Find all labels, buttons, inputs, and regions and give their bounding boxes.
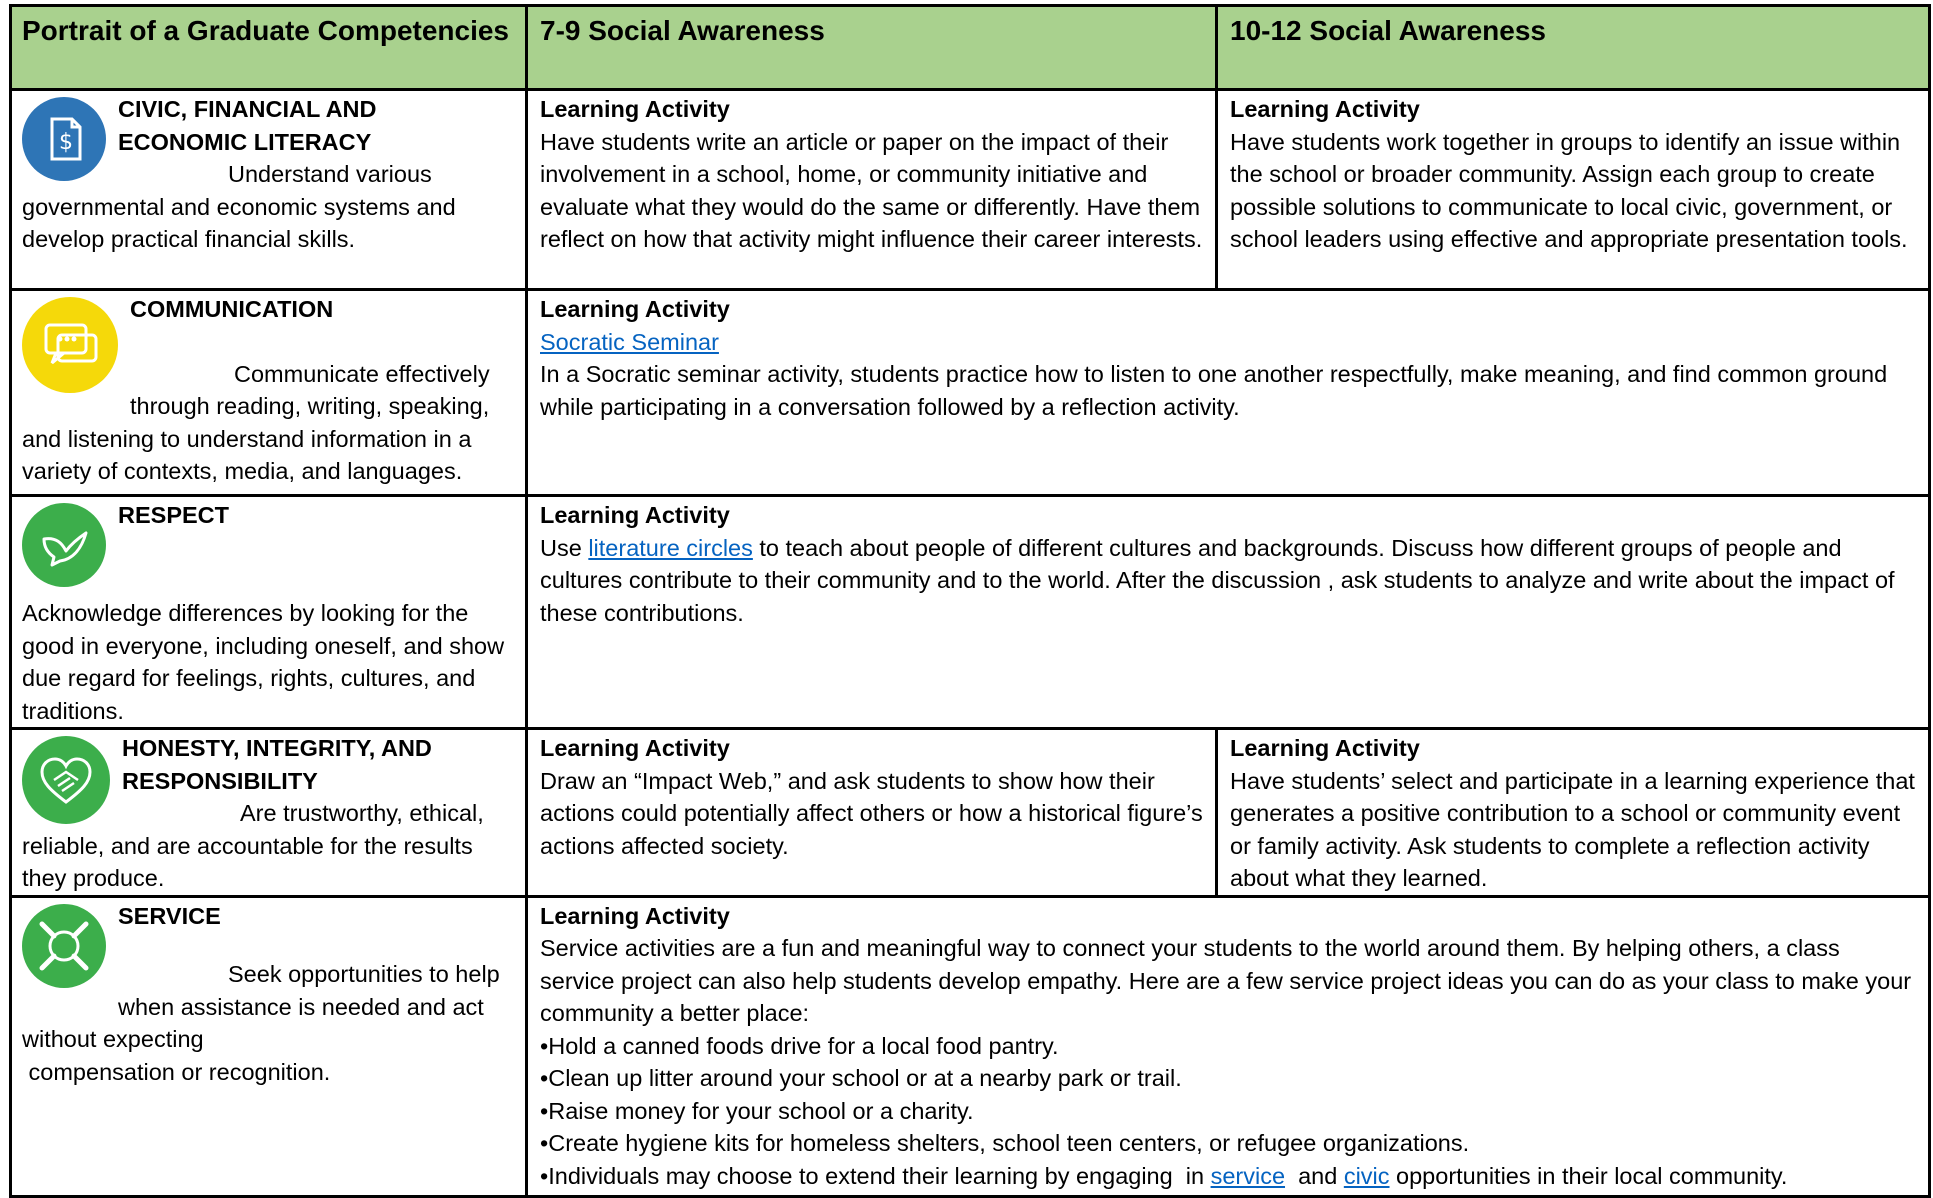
activity-label: Learning Activity <box>540 902 730 929</box>
civic-title-2: ECONOMIC LITERACY <box>118 128 372 155</box>
activity-label: Learning Activity <box>540 96 730 122</box>
competency-honesty <box>11 729 527 897</box>
dove-icon <box>22 503 106 587</box>
activity-label: Learning Activity <box>1230 735 1420 761</box>
dollar-document-icon <box>22 97 106 181</box>
competency-service <box>11 896 527 1196</box>
activity-label: Learning Activity <box>540 735 730 761</box>
service-bullet-last: •Individuals may choose to extend their learning by engaging in service and civic opportunities in their local community. <box>540 1162 1788 1189</box>
chat-bubbles-icon <box>22 297 118 393</box>
service-bullet: •Hold a canned foods drive for a local food pantry. <box>540 1032 1059 1059</box>
honesty-title-2: RESPONSIBILITY <box>122 767 318 794</box>
civic-title-1: CIVIC, FINANCIAL AND <box>118 96 377 122</box>
row-civic <box>11 90 1930 290</box>
service-link[interactable]: service <box>1210 1162 1286 1189</box>
competencies-table <box>9 4 1931 1198</box>
service-description: Seek opportunities to help when assistance is needed and act without expecting <box>22 961 500 1052</box>
row-service <box>11 896 1930 1196</box>
literature-circles-link[interactable]: literature circles <box>588 534 753 561</box>
joined-hands-icon <box>22 904 106 988</box>
civic-description: Understand various governmental and economic systems and develop practical financial skills. <box>22 161 456 252</box>
honesty-activity-7-9 <box>527 729 1217 897</box>
communication-title: COMMUNICATION <box>130 296 334 322</box>
civic-activity-7-9-text: Have students write an article or paper on the impact of their involvement in a school, home, or community initiative and evaluate what they would do the same or differently. Have them reflect on how that activity might influence their career interests. <box>540 128 1203 252</box>
service-bullet: •Raise money for your school or a charity. <box>540 1097 974 1124</box>
honesty-title-1: HONESTY, INTEGRITY, AND <box>122 735 432 761</box>
respect-activity-text: Use literature circles to teach about people of different cultures and backgrounds. Discuss how different groups of people and cultures contribute to their community and to the world. After the discussion , ask students to analyze and write about the impact of these contributions. <box>540 534 1895 626</box>
activity-label: Learning Activity <box>540 296 730 322</box>
svg-text:$: $ <box>59 130 73 155</box>
honesty-activity-10-12-text: Have students’ select and participate in a learning experience that generates a positive contribution to a school or community event or family activity. Ask students to complete a reflection activity about what they learned. <box>1230 767 1915 891</box>
competency-civic <box>11 90 527 290</box>
competency-respect <box>11 496 527 729</box>
civic-link[interactable]: civic <box>1343 1162 1390 1189</box>
socratic-seminar-link[interactable]: Socratic Seminar <box>540 328 719 355</box>
honesty-activity-7-9-text: Draw an “Impact Web,” and ask students to show how their actions could potentially affect others or how a historical figure’s actions affected society. <box>540 767 1203 859</box>
civic-activity-10-12-text: Have students work together in groups to identify an issue within the school or broader community. Assign each group to create possible solutions to communicate to local civic, government, or school leaders using effective and appropriate presentation tools. <box>1230 128 1908 252</box>
service-activity <box>527 896 1930 1196</box>
header-competencies: Portrait of a Graduate Competencies <box>11 6 527 90</box>
respect-description: Acknowledge differences by looking for the good in everyone, including oneself, and show due regard for feelings, rights, cultures, and traditions. <box>22 600 505 724</box>
header-10-12: 10-12 Social Awareness <box>1217 6 1930 90</box>
service-intro: Service activities are a fun and meaningful way to connect your students to the world around them. By helping others, a class service project can also help students develop empathy. Here are a few service project ideas you can do as your class to make your community a better place: <box>540 935 1912 1026</box>
service-description-2: compensation or recognition. <box>22 1058 331 1085</box>
honesty-activity-10-12 <box>1217 729 1930 897</box>
respect-title: RESPECT <box>118 502 229 528</box>
communication-activity <box>527 290 1930 496</box>
respect-activity <box>527 496 1930 729</box>
civic-activity-7-9 <box>527 90 1217 290</box>
communication-description: Communicate effectively through reading, writing, speaking, and listening to understand information in a variety of contexts, media, and languages. <box>22 360 490 484</box>
service-bullet: •Create hygiene kits for homeless shelters, school teen centers, or refugee organizations. <box>540 1130 1470 1156</box>
row-communication <box>11 290 1930 496</box>
service-bullet: •Clean up litter around your school or at a nearby park or trail. <box>540 1065 1182 1091</box>
heart-hands-icon <box>22 736 110 824</box>
header-row <box>11 6 1930 90</box>
civic-activity-10-12 <box>1217 90 1930 290</box>
activity-label: Learning Activity <box>1230 96 1420 122</box>
activity-label: Learning Activity <box>540 502 730 528</box>
row-honesty <box>11 729 1930 897</box>
competency-communication <box>11 290 527 496</box>
header-7-9: 7-9 Social Awareness <box>527 6 1217 90</box>
service-title: SERVICE <box>118 902 221 929</box>
honesty-description: Are trustworthy, ethical, reliable, and are accountable for the results they produce. <box>22 800 484 891</box>
communication-activity-text: In a Socratic seminar activity, students practice how to listen to one another respectfully, make meaning, and find common ground while participating in a conversation followed by a reflection activity. <box>540 361 1888 420</box>
row-respect <box>11 496 1930 729</box>
